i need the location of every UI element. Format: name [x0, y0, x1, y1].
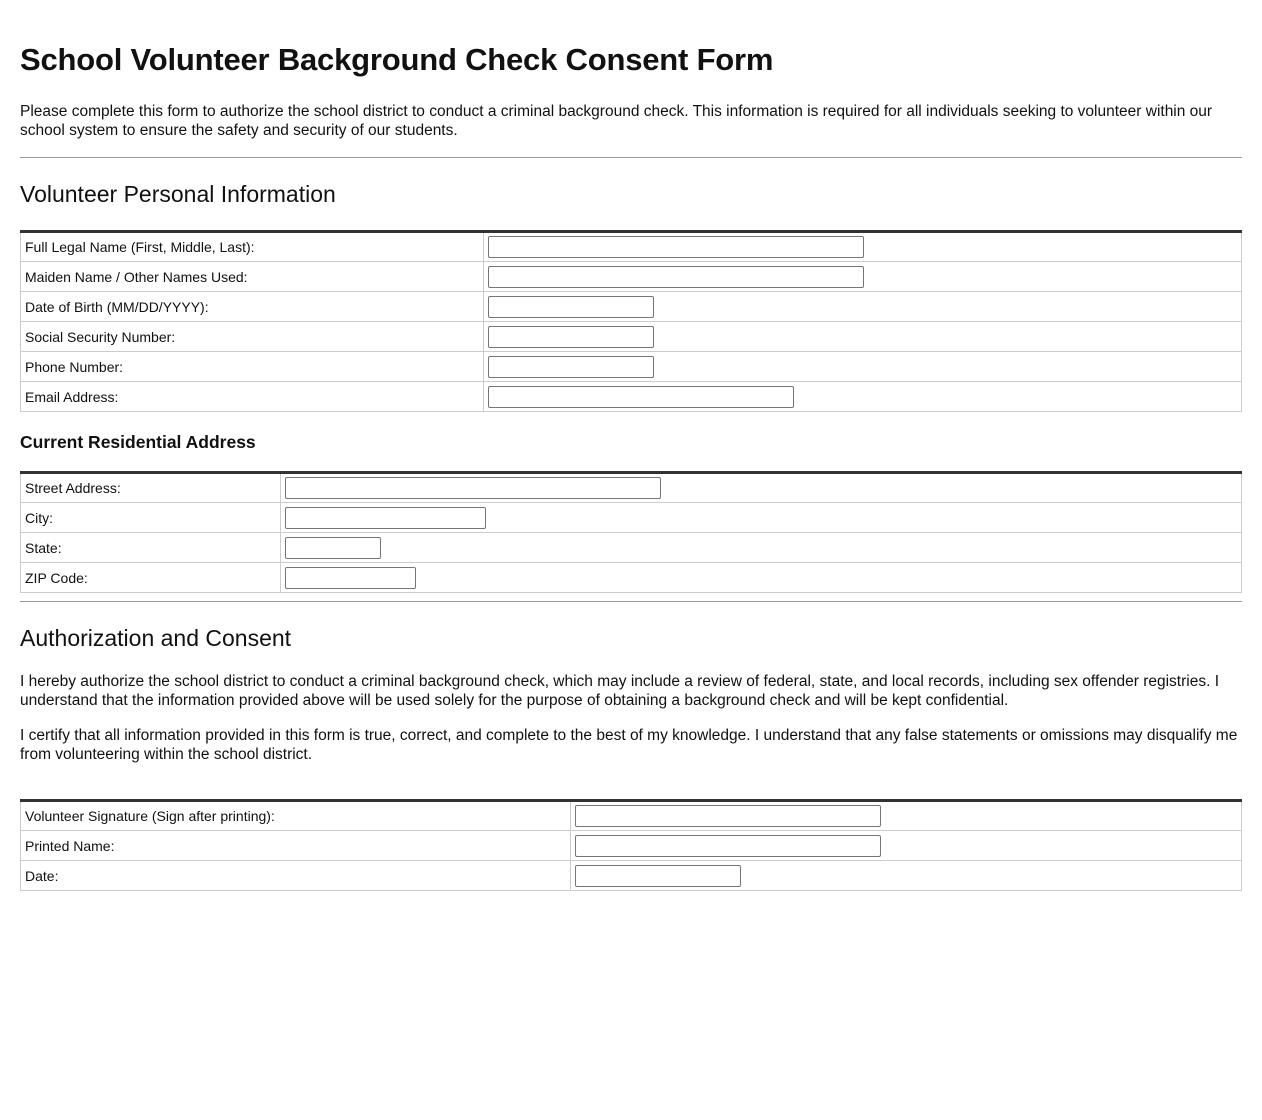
table-row: [21, 801, 1242, 831]
signature-table: [20, 799, 1242, 891]
state-field[interactable]: [285, 537, 381, 559]
street-address-field[interactable]: [285, 477, 661, 499]
field-label: City:: [21, 503, 281, 533]
date-of-birth-field[interactable]: [488, 296, 654, 318]
table-row: [21, 322, 1242, 352]
signature-field[interactable]: [575, 805, 881, 827]
table-row: [21, 473, 1242, 503]
table-row: [21, 861, 1242, 891]
maiden-name-field[interactable]: [488, 266, 864, 288]
ssn-field[interactable]: [488, 326, 654, 348]
section-divider: [20, 601, 1242, 602]
address-heading: Current Residential Address: [20, 432, 256, 452]
field-label: Date:: [21, 861, 571, 891]
field-label: Full Legal Name (First, Middle, Last):: [21, 232, 484, 262]
table-row: [21, 831, 1242, 861]
address-table: [20, 471, 1242, 593]
field-label: Volunteer Signature (Sign after printing):: [21, 801, 571, 831]
email-address-field[interactable]: [488, 386, 794, 408]
date-field[interactable]: [575, 865, 741, 887]
field-label: Printed Name:: [21, 831, 571, 861]
field-label: Date of Birth (MM/DD/YYYY):: [21, 292, 484, 322]
field-label: State:: [21, 533, 281, 563]
table-row: [21, 292, 1242, 322]
table-row: [21, 503, 1242, 533]
personal-info-heading: Volunteer Personal Information: [20, 181, 336, 207]
city-field[interactable]: [285, 507, 486, 529]
field-label: Street Address:: [21, 473, 281, 503]
table-row: [21, 533, 1242, 563]
printed-name-field[interactable]: [575, 835, 881, 857]
table-row: [21, 262, 1242, 292]
field-label: Phone Number:: [21, 352, 484, 382]
page-title: School Volunteer Background Check Consent Form: [20, 42, 774, 77]
consent-paragraph: I hereby authorize the school district to conduct a criminal background check, which may include a review of federal, state, and local records, including sex offender registries. I understand that the information provided above will be used solely for the purpose of obtaining a background check and will be kept confidential.: [20, 673, 1219, 709]
phone-number-field[interactable]: [488, 356, 654, 378]
section-divider: [20, 157, 1242, 158]
intro-text: Please complete this form to authorize the school district to conduct a criminal background check. This information is required for all individuals seeking to volunteer within our school system to ensure the safety and security of our students.: [20, 103, 1213, 139]
table-row: [21, 352, 1242, 382]
personal-info-table: [20, 230, 1242, 412]
field-label: Email Address:: [21, 382, 484, 412]
field-label: ZIP Code:: [21, 563, 281, 593]
zip-code-field[interactable]: [285, 567, 416, 589]
field-label: Social Security Number:: [21, 322, 484, 352]
field-label: Maiden Name / Other Names Used:: [21, 262, 484, 292]
table-row: [21, 563, 1242, 593]
certification-paragraph: I certify that all information provided in this form is true, correct, and complete to the best of my knowledge. I understand that any false statements or omissions may disqualify me from volunteering within the school district.: [20, 727, 1238, 763]
table-row: [21, 382, 1242, 412]
full-legal-name-field[interactable]: [488, 236, 864, 258]
consent-heading: Authorization and Consent: [20, 625, 292, 651]
table-row: [21, 232, 1242, 262]
